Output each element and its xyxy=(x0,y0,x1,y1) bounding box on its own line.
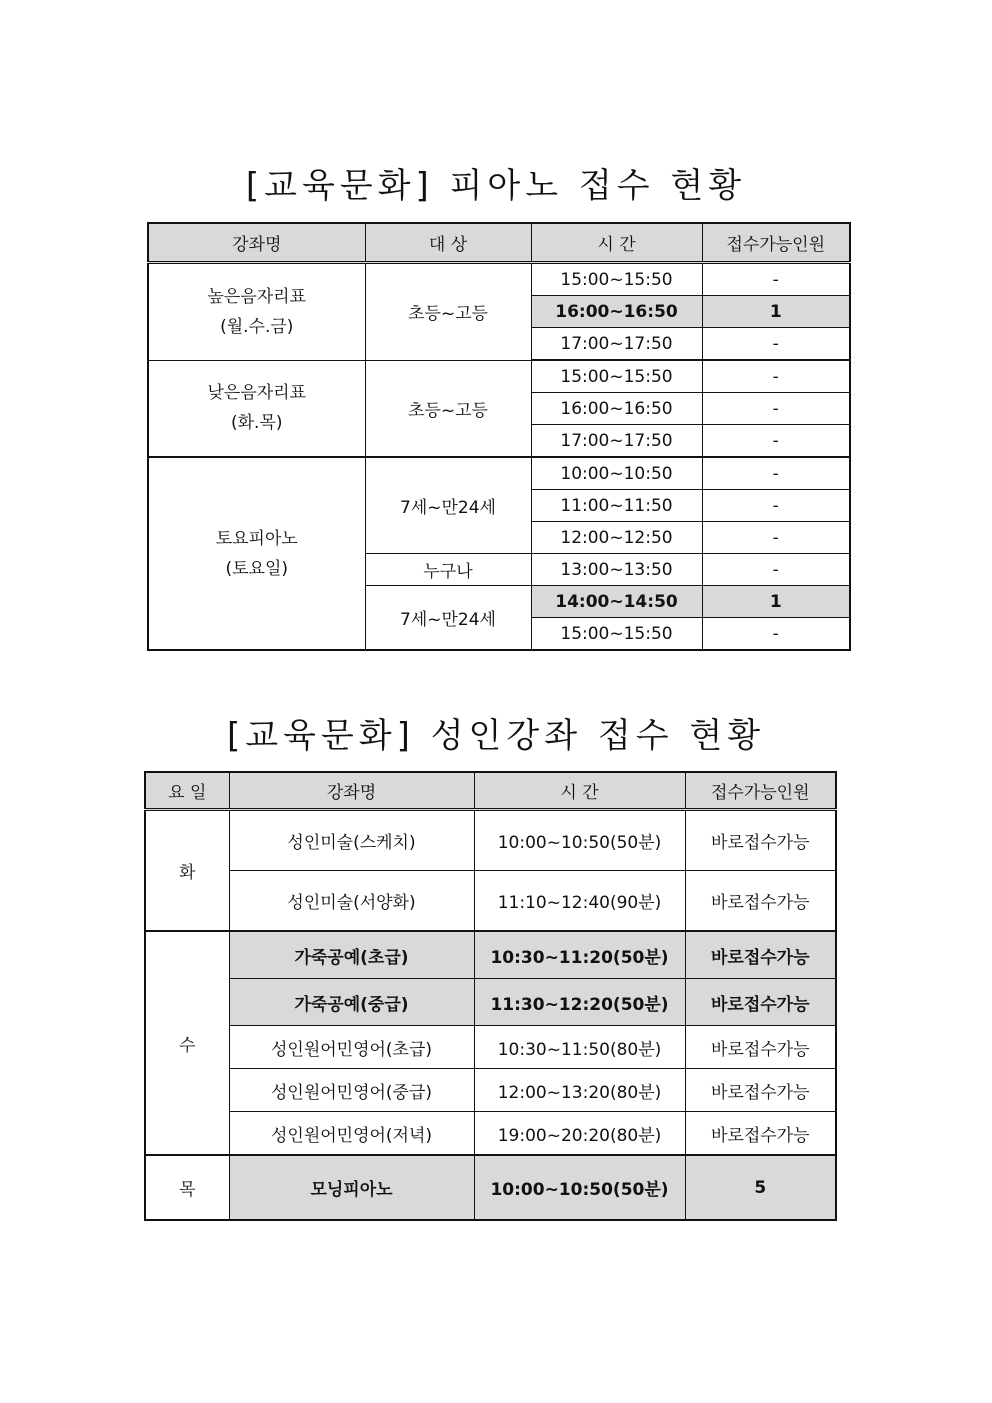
slot-time: 13:00~13:50 xyxy=(531,554,702,586)
course-seats: 바로접수가능 xyxy=(685,931,836,979)
piano-section-title: [교육문화] 피아노 접수 현황 xyxy=(245,166,747,206)
slot-seats: - xyxy=(702,490,850,522)
slot-seats: - xyxy=(702,554,850,586)
piano-table xyxy=(147,222,851,651)
slot-time: 11:00~11:50 xyxy=(531,490,702,522)
table-row xyxy=(145,1069,836,1112)
slot-time: 17:00~17:50 xyxy=(531,328,702,361)
course-seats: 바로접수가능 xyxy=(685,1112,836,1156)
table-row xyxy=(145,931,836,979)
slot-time: 16:00~16:50 xyxy=(531,393,702,425)
slot-seats: 1 xyxy=(702,586,850,618)
adult-section-title: [교육문화] 성인강좌 접수 현황 xyxy=(226,716,766,756)
adult-table xyxy=(144,771,837,1221)
slot-time: 10:00~10:50 xyxy=(531,457,702,490)
header-time: 시 간 xyxy=(531,223,702,263)
course-days: (월.수.금) xyxy=(220,316,294,337)
table-row xyxy=(148,457,850,490)
slot-time: 15:00~15:50 xyxy=(531,263,702,296)
course-time: 12:00~13:20(80분) xyxy=(474,1069,685,1112)
course-seats: 5 xyxy=(685,1155,836,1220)
course-days: (토요일) xyxy=(225,558,289,579)
course-seats: 바로접수가능 xyxy=(685,979,836,1026)
table-row xyxy=(145,1112,836,1156)
day-cell: 목 xyxy=(145,1155,229,1220)
course-seats: 바로접수가능 xyxy=(685,810,836,871)
slot-seats: - xyxy=(702,360,850,393)
slot-seats: - xyxy=(702,425,850,458)
course-name: 성인미술(스케치) xyxy=(229,810,474,871)
table-row xyxy=(145,810,836,871)
course-time: 11:30~12:20(50분) xyxy=(474,979,685,1026)
course-seats: 바로접수가능 xyxy=(685,871,836,932)
course-name-cell xyxy=(148,360,365,457)
header-seats: 접수가능인원 xyxy=(702,223,850,263)
course-name: 성인원어민영어(저녁) xyxy=(229,1112,474,1156)
course-days: (화.목) xyxy=(230,413,283,434)
table-row xyxy=(145,979,836,1026)
course-time: 19:00~20:20(80분) xyxy=(474,1112,685,1156)
table-row xyxy=(145,1155,836,1220)
course-time: 10:00~10:50(50분) xyxy=(474,1155,685,1220)
course-seats: 바로접수가능 xyxy=(685,1026,836,1069)
slot-seats: 1 xyxy=(702,296,850,328)
course-target: 초등~고등 xyxy=(365,360,531,457)
course-name: 성인원어민영어(중급) xyxy=(229,1069,474,1112)
course-time: 10:30~11:50(80분) xyxy=(474,1026,685,1069)
table-row xyxy=(145,871,836,932)
slot-seats: - xyxy=(702,522,850,554)
course-name: 성인미술(서양화) xyxy=(229,871,474,932)
table-row xyxy=(145,1026,836,1069)
course-name: 모닝피아노 xyxy=(229,1155,474,1220)
header-seats: 접수가능인원 xyxy=(685,772,836,810)
course-name: 가죽공예(초급) xyxy=(229,931,474,979)
table-row xyxy=(148,263,850,296)
slot-seats: - xyxy=(702,618,850,651)
header-day: 요 일 xyxy=(145,772,229,810)
day-cell: 화 xyxy=(145,810,229,932)
course-name: 토요피아노 xyxy=(215,528,298,549)
course-name: 높은음자리표 xyxy=(207,286,307,307)
table-row xyxy=(148,360,850,393)
slot-time: 17:00~17:50 xyxy=(531,425,702,458)
course-time: 11:10~12:40(90분) xyxy=(474,871,685,932)
course-name-cell xyxy=(148,263,365,361)
slot-time: 14:00~14:50 xyxy=(531,586,702,618)
slot-time: 15:00~15:50 xyxy=(531,618,702,651)
slot-time: 12:00~12:50 xyxy=(531,522,702,554)
course-target: 7세~만24세 xyxy=(365,457,531,554)
course-name: 성인원어민영어(초급) xyxy=(229,1026,474,1069)
header-course: 강좌명 xyxy=(148,223,365,263)
header-target: 대 상 xyxy=(365,223,531,263)
course-name: 가죽공예(중급) xyxy=(229,979,474,1026)
course-name-cell xyxy=(148,457,365,650)
course-target: 누구나 xyxy=(365,554,531,586)
course-target: 초등~고등 xyxy=(365,263,531,361)
table-header-row xyxy=(145,772,836,810)
table-header-row xyxy=(148,223,850,263)
course-name: 낮은음자리표 xyxy=(207,383,307,404)
course-seats: 바로접수가능 xyxy=(685,1069,836,1112)
day-cell: 수 xyxy=(145,931,229,1155)
header-time: 시 간 xyxy=(474,772,685,810)
slot-seats: - xyxy=(702,328,850,361)
slot-time: 15:00~15:50 xyxy=(531,360,702,393)
course-time: 10:30~11:20(50분) xyxy=(474,931,685,979)
header-course: 강좌명 xyxy=(229,772,474,810)
course-time: 10:00~10:50(50분) xyxy=(474,810,685,871)
course-target: 7세~만24세 xyxy=(365,586,531,651)
slot-seats: - xyxy=(702,263,850,296)
slot-time: 16:00~16:50 xyxy=(531,296,702,328)
slot-seats: - xyxy=(702,457,850,490)
slot-seats: - xyxy=(702,393,850,425)
